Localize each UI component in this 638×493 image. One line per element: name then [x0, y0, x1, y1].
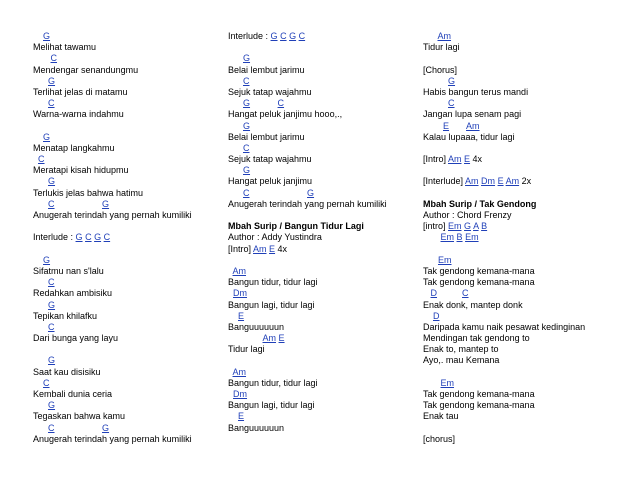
chord-line-text	[228, 165, 243, 175]
chord-line	[228, 76, 418, 87]
chord-symbol: C	[43, 377, 50, 388]
lyric-line: Meratapi kisah hidupmu	[33, 165, 129, 176]
lyric-line: Saat kau disisiku	[33, 366, 101, 377]
lyric-line: Author : Chord Frenzy	[423, 210, 512, 220]
chord-line-text	[228, 333, 263, 343]
chord-line	[33, 300, 223, 311]
chord-symbol: Em	[448, 221, 462, 232]
blank-line	[33, 121, 223, 132]
lyric-line: Bangun lagi, tidur lagi	[228, 299, 315, 310]
chord-symbol: C	[38, 154, 45, 165]
chord-line-text	[423, 255, 438, 265]
lyric-line: Menatap langkahmu	[33, 142, 115, 153]
chord-symbol: C	[50, 53, 58, 64]
song-heading: Mbah Surip / Bangun Tidur Lagi	[228, 221, 364, 232]
chord-line-text	[228, 143, 243, 153]
lyric-line: Tak gendong kemana-mana	[423, 265, 535, 276]
chord-symbol: G	[102, 198, 110, 209]
lyric-line: Enak to, mantep to	[423, 344, 499, 355]
chord-line	[33, 176, 223, 187]
chord-symbol: C	[277, 98, 285, 109]
chord-symbol: C	[103, 232, 111, 243]
lyric-line: Tak gendong kemana-mana	[423, 400, 535, 411]
chord-symbol: G	[289, 31, 297, 41]
chord-line	[423, 232, 623, 243]
chord-line-text	[423, 121, 443, 131]
chord-line-text: Interlude :	[33, 232, 76, 243]
chord-line	[423, 76, 623, 87]
chord-line	[228, 244, 418, 255]
chord-symbol: Am	[466, 120, 480, 131]
lyric-line: Belai lembut jarimu	[228, 131, 305, 142]
chord-symbol: G	[243, 120, 251, 131]
chord-symbol: C	[48, 277, 55, 288]
lyric-line: Mendengar senandungmu	[33, 64, 139, 75]
chord-symbol: C	[48, 321, 55, 332]
chord-line	[33, 355, 223, 366]
lyric-line: Mendingan tak gendong to	[423, 333, 530, 344]
chord-symbol: G	[43, 131, 51, 142]
chord-symbol: C	[243, 187, 250, 198]
blank-line	[33, 221, 223, 232]
chord-symbol: C	[48, 98, 55, 109]
chord-line-text	[33, 300, 48, 310]
chord-line	[33, 378, 223, 389]
lyric-line: Tepikan khilafku	[33, 310, 98, 321]
lyric-line: Melihat tawamu	[33, 42, 97, 53]
chord-symbol: Am	[448, 154, 462, 165]
blank-line	[423, 188, 623, 199]
chord-symbol: E	[278, 333, 285, 344]
chord-line-text	[228, 121, 243, 131]
chord-line-text	[33, 322, 48, 332]
chord-line-text: Interlude :	[228, 31, 271, 41]
chord-symbol: E	[464, 154, 471, 165]
lyric-line: Banguuuuuun	[228, 321, 285, 332]
chord-symbol: Am	[465, 176, 479, 187]
chord-symbol: G	[270, 31, 278, 41]
blank-line	[423, 423, 623, 434]
chord-symbol: D	[433, 310, 440, 321]
chord-line	[33, 322, 223, 333]
blank-line	[423, 367, 623, 378]
chord-line-text	[33, 132, 43, 142]
chord-line	[228, 188, 418, 199]
chord-line-text	[449, 121, 466, 131]
lyric-line: Jangan lupa senam pagi	[423, 109, 522, 120]
chord-line-text	[33, 31, 43, 41]
chord-line-text	[228, 53, 243, 63]
chord-line-text: 4x	[470, 154, 483, 165]
chord-line	[423, 221, 623, 232]
chord-line-text: [Interlude]	[423, 176, 466, 187]
chord-symbol: G	[243, 53, 251, 64]
chord-symbol: G	[243, 98, 251, 109]
chord-symbol: C	[280, 31, 287, 41]
chord-symbol: E	[238, 411, 245, 422]
chord-symbol: Em	[465, 232, 479, 243]
chord-symbol: G	[102, 422, 110, 433]
chord-line	[33, 132, 223, 143]
chord-symbol: Am	[437, 31, 452, 41]
blank-line	[423, 53, 623, 64]
chord-symbol: Dm	[481, 176, 496, 187]
chord-symbol: B	[481, 221, 488, 232]
chord-line-text: [Intro]	[228, 243, 254, 254]
chord-symbol: G	[94, 232, 102, 243]
blank-line	[423, 165, 623, 176]
blank-line	[423, 244, 623, 255]
lyric-line: Daripada kamu naik pesawat kedinginan	[423, 321, 586, 332]
lyric-line: Bangun tidur, tidur lagi	[228, 277, 318, 288]
chord-line-text	[33, 355, 48, 365]
chord-line-text	[228, 188, 243, 198]
chord-symbol: C	[85, 232, 92, 243]
chord-line	[228, 121, 418, 132]
chord-line	[228, 288, 418, 299]
chord-line	[228, 31, 418, 42]
chord-line	[423, 121, 623, 132]
chord-line-text	[228, 411, 238, 421]
blank-line	[423, 143, 623, 154]
chord-line	[228, 165, 418, 176]
lyric-line: Anugerah terindah yang pernah kumiliki	[33, 433, 192, 444]
chord-line	[33, 76, 223, 87]
lyrics-column-1	[33, 31, 223, 445]
lyric-line: Tidur lagi	[228, 344, 265, 355]
chord-line-text	[33, 98, 48, 108]
chord-line	[228, 389, 418, 400]
chord-line	[33, 423, 223, 434]
lyric-line: Terlihat jelas di matamu	[33, 86, 128, 97]
chord-symbol: G	[48, 176, 56, 187]
lyric-line: Tak gendong kemana-mana	[423, 277, 535, 288]
lyric-line: Warna-warna indahmu	[33, 109, 124, 120]
chord-symbol: Am	[262, 333, 277, 344]
chord-symbol: G	[48, 75, 56, 86]
chord-symbol: D	[430, 288, 438, 299]
lyric-line: Bangun lagi, tidur lagi	[228, 400, 315, 411]
chord-line	[228, 266, 418, 277]
chord-line-text	[33, 199, 48, 209]
chord-symbol: C	[462, 288, 469, 299]
blank-line	[228, 42, 418, 53]
chord-line-text	[33, 76, 48, 86]
chord-line	[423, 154, 623, 165]
blank-line	[228, 210, 418, 221]
chord-symbol: G	[48, 299, 56, 310]
lyric-line: Bangun tidur, tidur lagi	[228, 377, 318, 388]
chord-line	[228, 143, 418, 154]
chord-line	[228, 311, 418, 322]
chord-symbol: E	[269, 243, 276, 254]
chord-line	[228, 98, 418, 109]
chord-line	[423, 288, 623, 299]
chord-line	[33, 53, 223, 64]
lyric-line: Tak gendong kemana-mana	[423, 389, 535, 399]
chord-line-text	[423, 76, 448, 86]
lyric-line: Sejuk tatap wajahmu	[228, 154, 312, 165]
chord-symbol: Am	[505, 176, 520, 187]
chord-symbol: Em	[440, 377, 455, 388]
chord-symbol: G	[48, 400, 56, 411]
chord-symbol: E	[238, 310, 245, 321]
lyric-line: Habis bangun terus mandi	[423, 86, 529, 97]
lyric-line: Terlukis jelas bahwa hatimu	[33, 187, 144, 198]
chord-line-text	[423, 288, 431, 298]
lyric-line: Tidur lagi	[423, 42, 460, 53]
chord-line	[423, 98, 623, 109]
blank-line	[33, 344, 223, 355]
lyric-line: Hangat peluk janjimu hooo,.,	[228, 109, 343, 120]
lyric-line: Kembali dunia ceria	[33, 389, 113, 399]
chord-line-text	[33, 53, 51, 63]
chord-line	[33, 232, 223, 243]
chord-line-text	[228, 311, 238, 321]
chord-symbol: Em	[440, 232, 455, 243]
chord-symbol: C	[48, 198, 55, 209]
chord-line	[423, 378, 623, 389]
chord-line-text	[423, 98, 448, 108]
chord-line-text	[250, 98, 278, 108]
lyric-line: Author : Addy Yustindra	[228, 232, 322, 243]
chord-symbol: G	[48, 355, 56, 366]
chord-line-text: 4x	[275, 243, 288, 254]
chord-symbol: G	[464, 221, 472, 232]
lyric-line: Belai lembut jarimu	[228, 64, 305, 75]
lyric-line: Redahkan ambisiku	[33, 288, 113, 299]
chord-symbol: E	[497, 176, 504, 187]
chord-symbol: C	[243, 75, 250, 86]
chord-line-text	[423, 378, 441, 388]
chord-symbol: Am	[232, 265, 247, 276]
chord-line-text	[228, 98, 243, 108]
chord-symbol: Dm	[233, 389, 248, 399]
lyric-line: [chorus]	[423, 433, 456, 444]
chord-line	[228, 367, 418, 378]
chord-line-text	[33, 423, 48, 433]
lyric-line: Hangat peluk janjimu	[228, 176, 313, 187]
chord-line	[33, 199, 223, 210]
lyric-line: Sejuk tatap wajahmu	[228, 86, 312, 97]
chord-line-text	[33, 400, 48, 410]
chord-line-text	[423, 31, 438, 41]
blank-line	[228, 255, 418, 266]
lyric-line: Banguuuuuun	[228, 422, 285, 433]
chord-symbol: C	[298, 31, 306, 41]
lyric-line: Sifatmu nan s'lalu	[33, 265, 104, 276]
chord-line-text: 2x	[519, 176, 532, 187]
chord-symbol: Am	[253, 243, 267, 254]
chord-line	[423, 31, 623, 42]
chord-line	[423, 311, 623, 322]
chord-symbol: C	[48, 422, 55, 433]
chord-line	[33, 31, 223, 42]
blank-line	[228, 355, 418, 366]
chord-symbol: C	[448, 98, 455, 109]
blank-line	[33, 244, 223, 255]
chord-symbol: G	[307, 187, 315, 198]
lyric-line: [Chorus]	[423, 64, 458, 75]
lyric-line: Enak tau	[423, 411, 459, 422]
chord-line	[33, 277, 223, 288]
chord-line-text	[33, 176, 48, 186]
chord-line	[228, 333, 418, 344]
chord-line	[228, 53, 418, 64]
chord-symbol: G	[243, 165, 251, 176]
lyric-line: Ayo,. mau Kemana	[423, 355, 500, 366]
chord-line-text	[250, 188, 308, 198]
lyric-line: Anugerah terindah yang pernah kumiliki	[228, 198, 387, 209]
chord-line-text: [Intro]	[423, 154, 449, 165]
chord-line-text	[55, 199, 103, 209]
lyrics-column-3	[423, 31, 623, 445]
chord-symbol: G	[43, 31, 51, 41]
chord-symbol: A	[473, 221, 479, 232]
chord-symbol: C	[243, 142, 250, 153]
lyric-line: Tegaskan bahwa kamu	[33, 411, 126, 422]
chord-line	[33, 255, 223, 266]
lyric-line: Kalau lupaaa, tidur lagi	[423, 131, 515, 142]
chord-line-text	[228, 76, 243, 86]
chord-line-text	[33, 378, 43, 388]
chord-symbol: G	[75, 232, 83, 243]
chord-symbol: Em	[438, 254, 452, 265]
chord-symbol: E	[443, 120, 450, 131]
chord-line	[33, 98, 223, 109]
chord-symbol: Dm	[233, 288, 248, 299]
chord-line	[33, 154, 223, 165]
lyric-line: Anugerah terindah yang pernah kumiliki	[33, 210, 192, 220]
chord-symbol: Am	[232, 366, 247, 377]
chord-line-text	[33, 277, 48, 287]
chord-line-text	[33, 255, 43, 265]
lyrics-column-2	[228, 31, 418, 434]
chord-line	[228, 411, 418, 422]
chord-line	[423, 255, 623, 266]
chord-line-text	[423, 232, 441, 242]
song-heading: Mbah Surip / Tak Gendong	[423, 198, 537, 209]
chord-line	[423, 176, 623, 187]
chord-symbol: G	[43, 254, 51, 265]
chord-symbol: G	[448, 75, 456, 86]
lyric-line: Dari bunga yang layu	[33, 333, 119, 344]
chord-symbol: B	[456, 232, 463, 243]
chord-line	[33, 400, 223, 411]
chord-line-text	[437, 288, 462, 298]
chord-line-text: [intro]	[423, 221, 449, 232]
chord-line-text	[55, 423, 103, 433]
chord-line-text	[423, 311, 433, 321]
lyric-line: Enak donk, mantep donk	[423, 299, 523, 310]
